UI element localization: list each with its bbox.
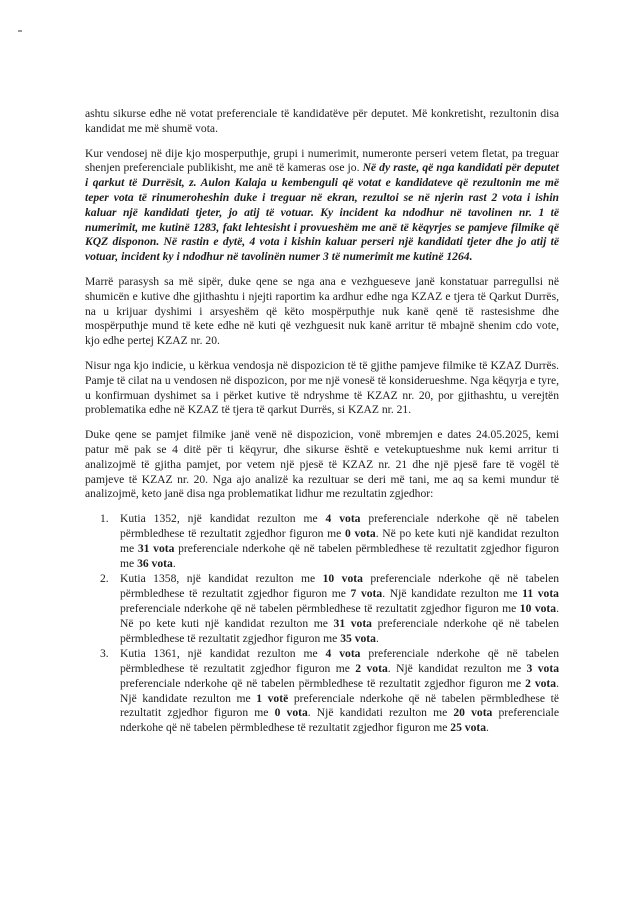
paragraph-intro: ashtu sikurse edhe në votat preferenciale të kandidatëve për deputet. Më konkretisht, rezultonin disa kandidat me më shumë vota. (85, 107, 559, 135)
vote-count: 7 vota (350, 587, 383, 601)
issue-text: preferenciale nderkohe që në tabelen përmbledhese të rezultatit zgjedhor figuron me (120, 706, 559, 735)
issue-text: . (172, 556, 176, 570)
paragraph-incident-plain: Kur vendosej në dije kjo mosperputhje, grupi i numerimit, numeronte perseri vetem fletat, pa treguar shenjen preferenciale publikisht, me anë të kameras ose jo. (85, 146, 559, 175)
paragraph-incident (85, 147, 559, 265)
issue-item (85, 572, 559, 646)
issue-text: . Një kandidate rezulton me (382, 587, 523, 601)
issue-text: . (375, 631, 379, 645)
issue-text: preferenciale nderkohe që në tabelen përmbledhese të rezultatit zgjedhor figuron me (120, 512, 560, 540)
vote-count: 3 vota (526, 662, 560, 676)
issue-text: preferenciale nderkohe që në tabelen përmbledhese të rezultatit zgjedhor figuron me (120, 601, 520, 615)
vote-count: 2 vota (355, 662, 388, 676)
issue-text: . Në po kete kuti një kandidat rezulton me (120, 526, 559, 555)
paragraph-footage: Nisur nga kjo indicie, u kërkua vendosja në dispozicion të të gjithe pamjeve filmike të KZAZ Durrës. Pamje të cilat na u vendosen në dispozicon, por me një vonesë të konsiderueshme. Nga këqyrja e tyre, u konfirmuan dyshimet sa i përket kutive të ndryshme të KZAZ nr. 20, por gjithashtu, u verejtën problematika edhe në KZAZ të tjera të qarkut Durrës, si KZAZ nr. 21. (85, 358, 559, 417)
issue-text: preferenciale nderkohe që në tabelen përmbledhese të rezultatit zgjedhor figuron me (120, 616, 559, 645)
vote-count: 4 vota (325, 647, 361, 661)
issues-list (85, 512, 559, 736)
issue-text: . Një kandidate rezulton me (120, 676, 559, 705)
vote-count: 10 vota (519, 601, 557, 615)
vote-count: 0 vota (274, 706, 308, 720)
vote-count: 0 vota (344, 526, 376, 540)
issue-number: 2. (100, 572, 109, 586)
issue-text: preferenciale nderkohe që në tabelen përmbledhese të rezultatit zgjedhor figuron me (120, 541, 559, 570)
vote-count: 1 votë (256, 691, 289, 705)
document-body (85, 107, 559, 737)
paragraph-incident-emphasis: Në dy raste, që nga kandidati për deputet i qarkut të Durrësit, z. Aulon Kalaja u kembenguli që votat e kandidateve që rezultonin me më teper vota të rinumeroheshin duke i treguar në ekran, rezultoi se në njerin rast 2 vota i ishin kaluar një kandidati tjeter, jo atij të votuar. Ky incident ka ndodhur në tavolinen nr. 1 të numerimit, me kutinë 1283, fakt lehtesisht i provueshëm me anë të këqyrjes se pamjeve filmike që KQZ disponon. Në rastin e dytë, 4 vota i kishin kaluar perseri një kandidati tjeter dhe jo atij të votuar, incident ky i ndodhur në tavolinën numer 3 të numerimit me kutinë 1264. (85, 161, 560, 264)
issue-text: . Një kandidat rezulton me (387, 662, 527, 676)
issue-text: . (486, 721, 489, 735)
issue-text: . Në po kete kuti një kandidat rezulton me (120, 601, 559, 630)
issue-text: Kutia 1358, një kandidat rezulton me (120, 572, 323, 586)
issue-number: 3. (100, 647, 109, 661)
vote-count: 31 vota (137, 541, 175, 555)
vote-count: 36 vota (137, 556, 173, 570)
issue-item (85, 647, 559, 736)
paragraph-suspicion: Marrë parasysh sa më sipër, duke qene se nga ana e vezhgueseve janë konstatuar parregullsi në shumicën e kutive dhe gjithashtu i njejti raportim ka ardhur edhe nga KZAZ e tjera të Qarkut Durrës, na u krijuar dyshimi i arsyeshëm që këto mospërputhje nuk kanë qenë të rastesishme dhe mospërputhje mund të kete edhe në kuti që vezhguesit nuk kanë arritur të mbajnë shenim cdo vote, kjo edhe pertej KZAZ nr. 20. (85, 274, 559, 348)
issue-text: preferenciale nderkohe që në tabelen përmbledhese të rezultatit zgjedhor figuron me (120, 572, 560, 601)
vote-count: 2 vota (525, 676, 557, 690)
issue-text: preferenciale nderkohe që në tabelen përmbledhese të rezultatit zgjedhor figuron me (120, 676, 526, 690)
vote-count: 11 vota (522, 587, 559, 601)
vote-count: 4 vota (325, 512, 361, 526)
issue-text: . Një kandidati rezulton me (307, 706, 454, 720)
issue-text: Kutia 1361, një kandidat rezulton me (120, 647, 326, 661)
vote-count: 10 vota (322, 572, 363, 586)
vote-count: 35 vota (340, 631, 376, 645)
issue-item (85, 512, 559, 571)
scan-mark (18, 30, 22, 32)
issue-number: 1. (100, 512, 109, 526)
paragraph-analysis: Duke qene se pamjet filmike janë venë në dispozicion, vonë mbremjen e dates 24.05.2025, kemi patur më pak se 4 ditë për ti këqyrur, dhe sikurse është e vetekuptueshme nuk kemi arritur ti analizojmë të gjitha pamjet, por vetem një pjesë të KZAZ nr. 21 dhe një pjesë fare të vogël të pamjeve të KZAZ nr. 20. Nga ajo analizë ka rezultuar se deri më tani, me aq sa kemi mundur të analizojmë, keto janë disa nga problematikat lidhur me rezultatin zgjedhor: (85, 428, 559, 501)
issue-text: Kutia 1352, një kandidat rezulton me (120, 512, 326, 526)
vote-count: 20 vota (453, 706, 493, 720)
issue-text: preferenciale nderkohe që në tabelen përmbledhese të rezultatit zgjedhor figuron me (120, 691, 560, 720)
vote-count: 31 vota (333, 616, 372, 630)
issue-text: preferenciale nderkohe që në tabelen përmbledhese të rezultatit zgjedhor figuron me (120, 647, 560, 676)
vote-count: 25 vota (450, 721, 487, 735)
